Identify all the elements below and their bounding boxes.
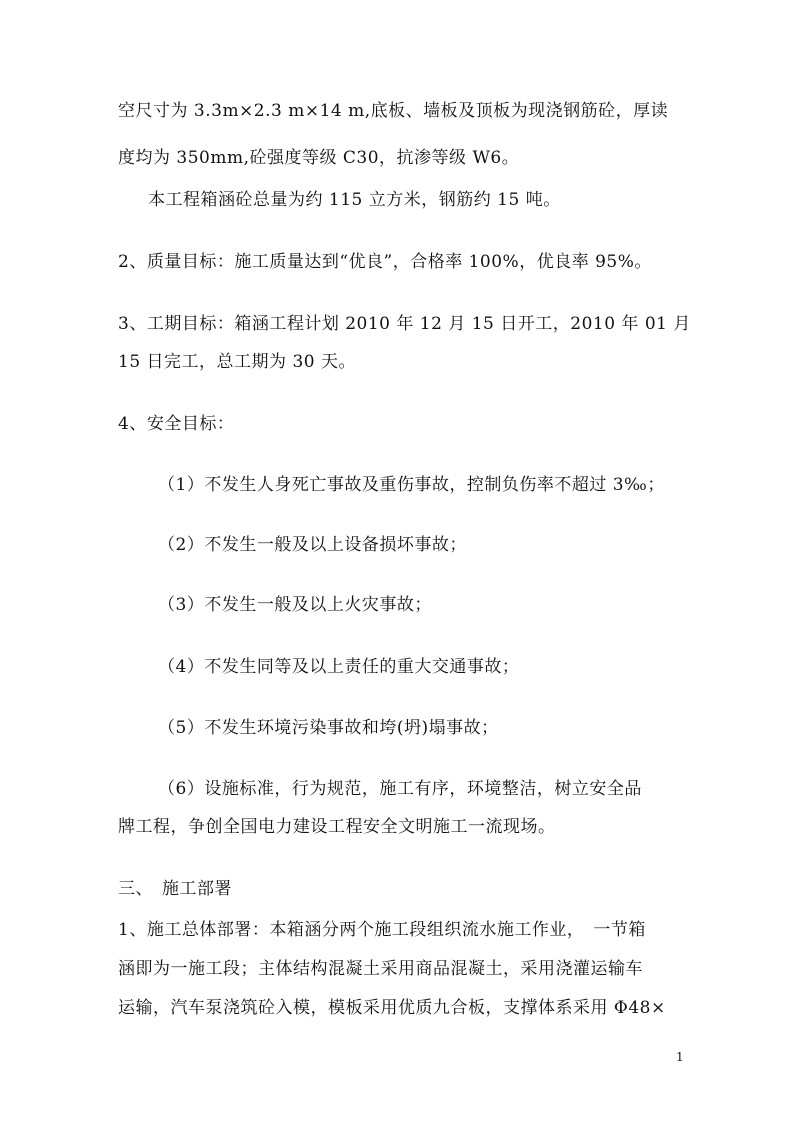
body-text-line: 1、施工总体部署：本箱涵分两个施工段组织流水施工作业， 一节箱 <box>118 920 646 940</box>
body-text-line: 15 日完工，总工期为 30 天。 <box>118 352 356 372</box>
section-heading: 4、安全目标： <box>118 414 235 434</box>
body-text-line: 运输，汽车泵浇筑砼入模，模板采用优质九合板，支撑体系采用 Φ48× <box>118 998 666 1018</box>
body-text-line: 牌工程，争创全国电力建设工程安全文明施工一流现场。 <box>118 817 556 837</box>
list-item: （1）不发生人身死亡事故及重伤事故，控制负伤率不超过 3‰； <box>158 475 665 495</box>
body-text-line: 度均为 350mm,砼强度等级 C30，抗渗等级 W6。 <box>118 148 520 168</box>
body-text-line: 空尺寸为 3.3m×2.3 m×14 m,底板、墙板及顶板为现浇钢筋砼，厚读 <box>118 101 669 121</box>
list-item: （5）不发生环境污染事故和垮(坍)塌事故； <box>158 718 499 738</box>
list-item: （2）不发生一般及以上设备损坏事故； <box>158 535 467 555</box>
body-text-line: 2、质量目标：施工质量达到“优良”，合格率 100%，优良率 95%。 <box>118 252 652 272</box>
body-text-line: 本工程箱涵砼总量为约 115 立方米，钢筋约 15 吨。 <box>148 190 561 210</box>
list-item: （4）不发生同等及以上责任的重大交通事故； <box>158 657 520 677</box>
body-text-line: 涵即为一施工段；主体结构混凝土采用商品混凝土，采用浇灌运输车 <box>118 959 643 979</box>
list-item: （6）设施标准，行为规范，施工有序，环境整洁，树立安全品 <box>158 779 642 799</box>
page-number: 1 <box>676 1050 684 1064</box>
section-heading: 三、 施工部署 <box>118 879 232 899</box>
list-item: （3）不发生一般及以上火灾事故； <box>158 595 432 615</box>
body-text-line: 3、工期目标：箱涵工程计划 2010 年 12 月 15 日开工，2010 年 01 月 <box>118 314 691 334</box>
